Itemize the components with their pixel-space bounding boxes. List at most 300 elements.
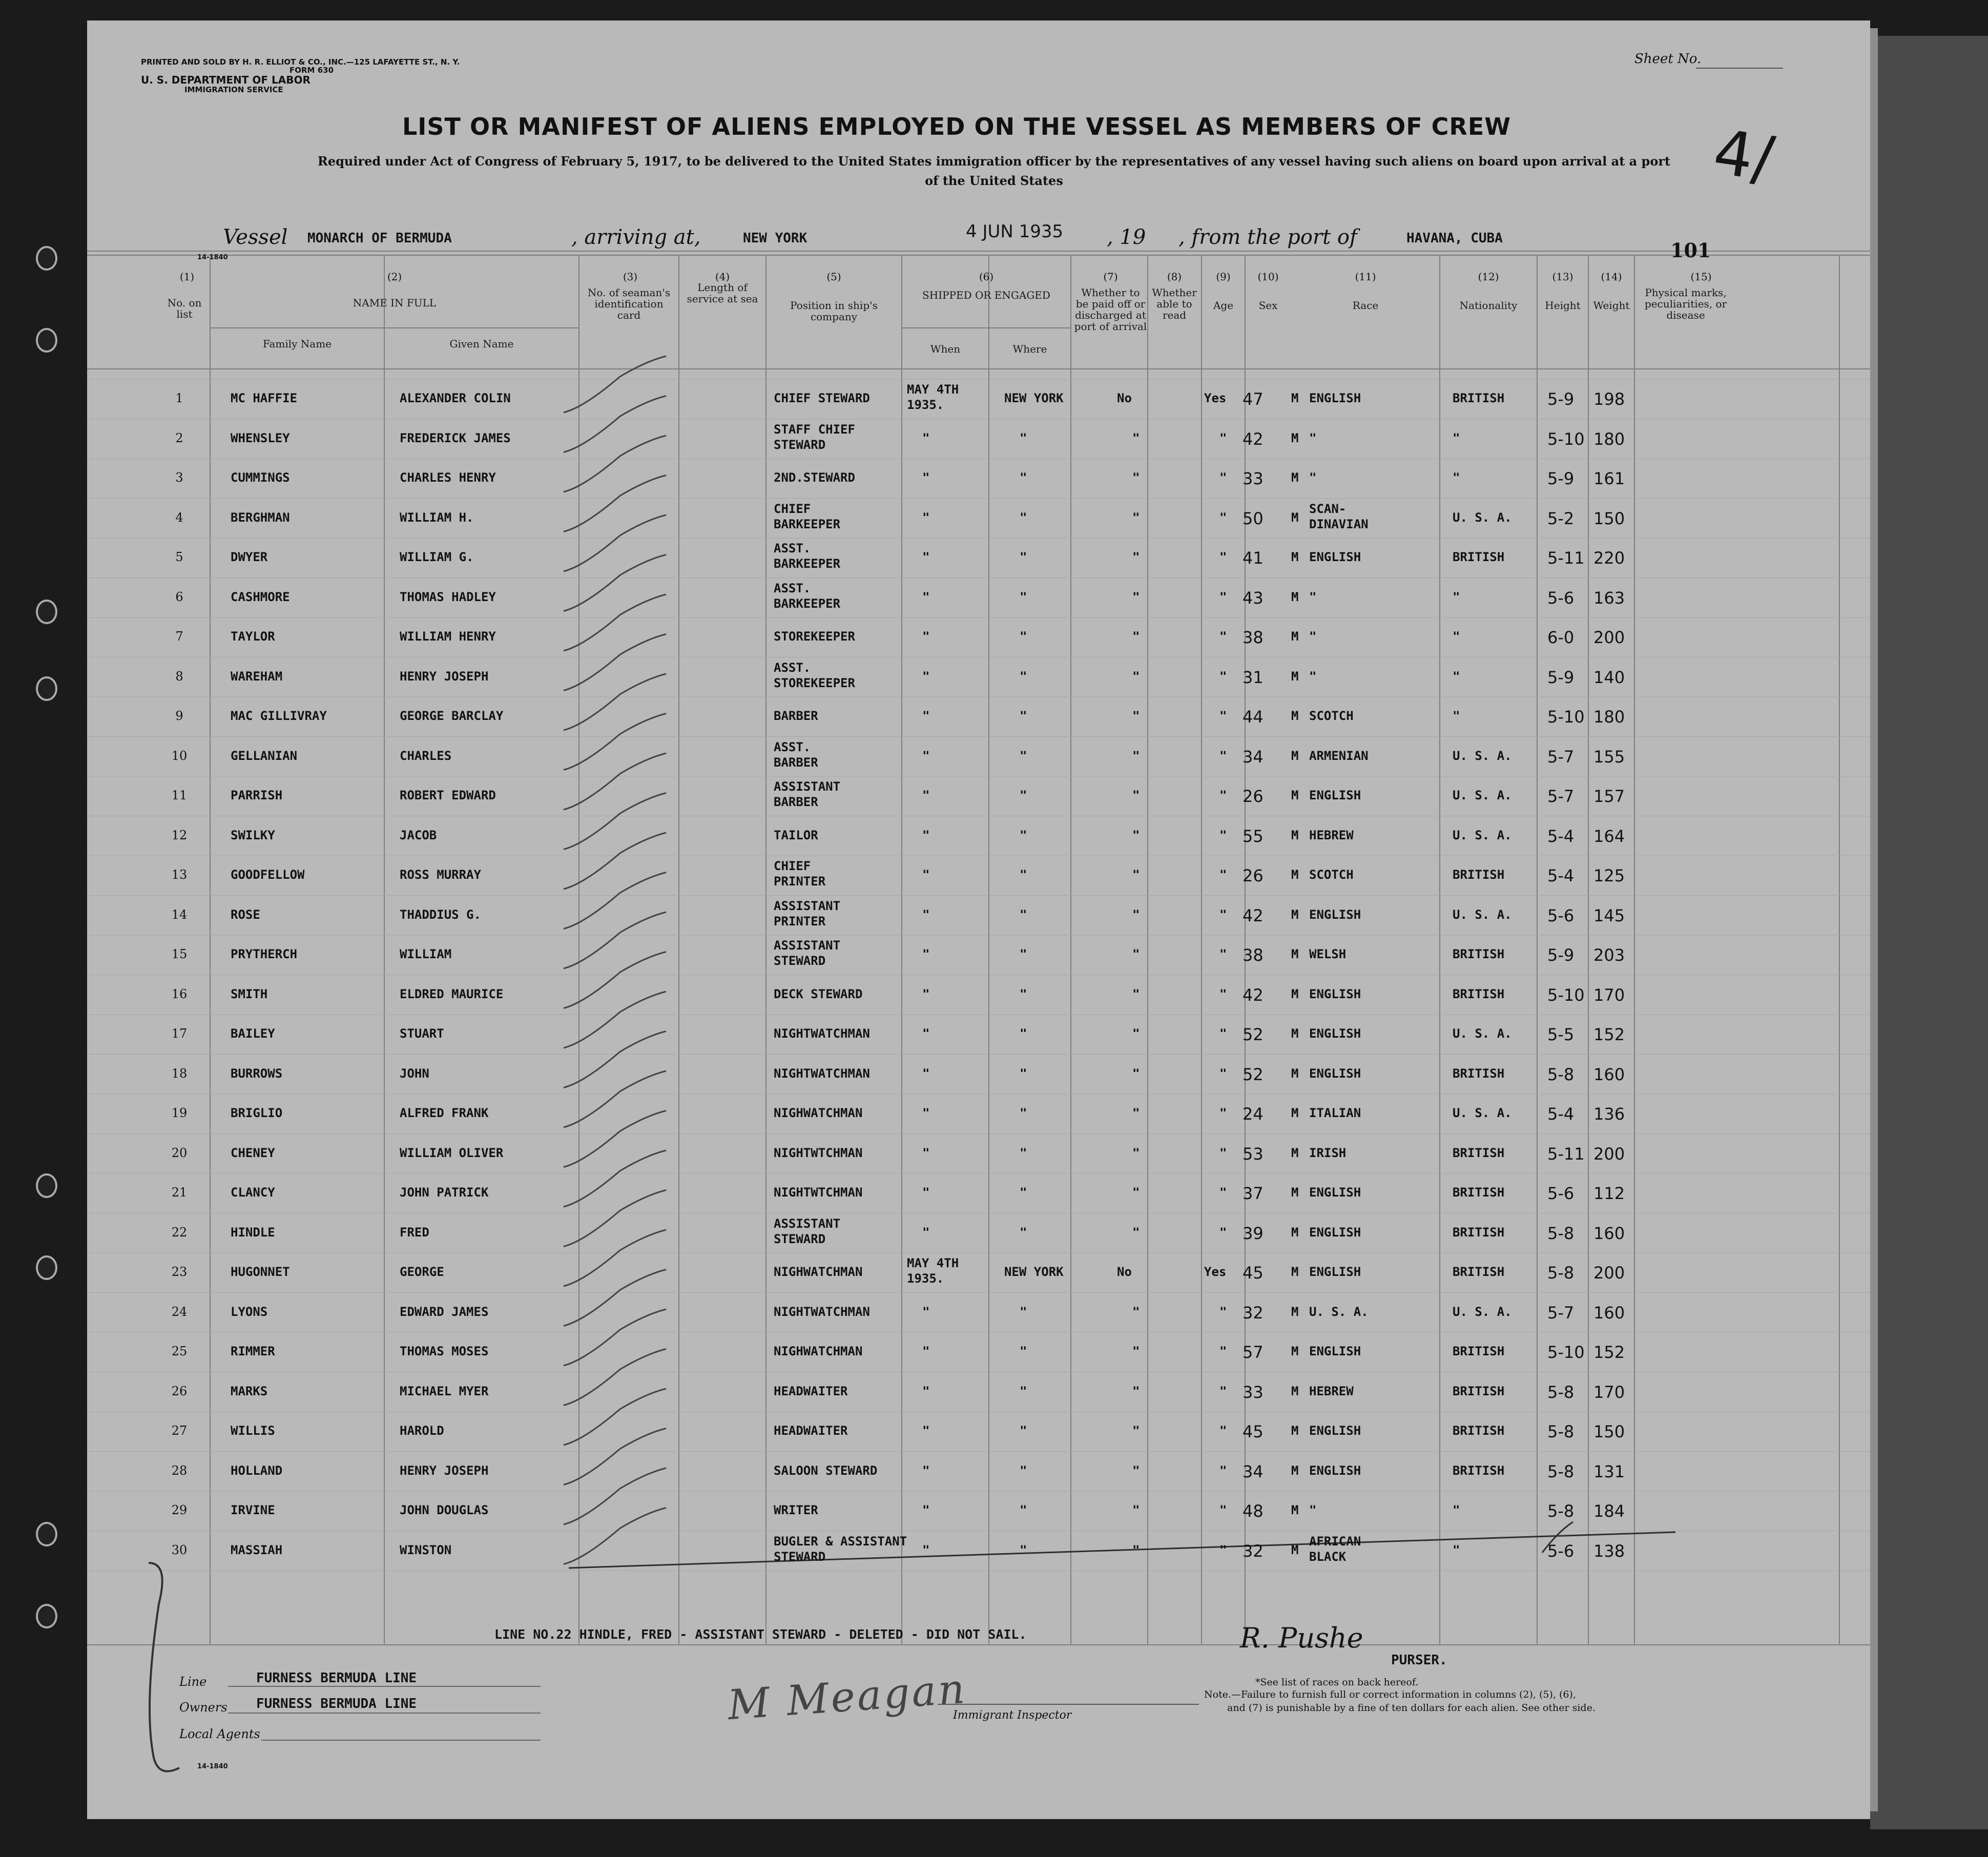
cell-nationality: " [1453, 589, 1460, 604]
cell-height: 5-10 [1547, 707, 1585, 727]
cell-position: ASSISTANT PRINTER [774, 898, 841, 928]
cell-read: " [1219, 629, 1227, 644]
cell-nationality: BRITISH [1453, 1423, 1505, 1438]
cell-when: " [922, 510, 930, 525]
cell-age: 26 [1242, 787, 1264, 806]
cell-read: " [1219, 1384, 1227, 1398]
arriving-label: , arriving at, [571, 225, 701, 249]
cell-age: 45 [1242, 1263, 1264, 1283]
cell-nationality: BRITISH [1453, 550, 1505, 564]
purser-label: PURSER. [1391, 1653, 1447, 1668]
cell-nationality: BRITISH [1453, 868, 1505, 882]
cell-family: WAREHAM [231, 669, 283, 684]
cell-given: GEORGE BARCLAY [400, 709, 504, 723]
cell-read: " [1219, 907, 1227, 922]
printer-line: PRINTED AND SOLD BY H. R. ELLIOT & CO., INC.—125 LAFAYETTE ST., N. Y. [141, 57, 460, 67]
cell-race: ENGLISH [1309, 391, 1361, 405]
note-line-2: and (7) is punishable by a fine of ten dollars for each alien. See other side. [1227, 1702, 1596, 1714]
cell-nationality: U. S. A. [1453, 1304, 1512, 1319]
cell-position: WRITER [774, 1503, 818, 1517]
cell-family: WILLIS [231, 1423, 275, 1438]
cell-sex: M [1291, 1384, 1299, 1398]
cell-race: ENGLISH [1309, 1463, 1361, 1478]
cell-family: TAYLOR [231, 629, 275, 644]
cell-paid: " [1132, 1185, 1140, 1200]
from-label: , from the port of [1178, 225, 1357, 249]
form-code-bottom: 14-1840 [197, 1763, 228, 1770]
cell-when: " [922, 748, 930, 763]
cell-where: " [1020, 1344, 1027, 1358]
cell-no: 4 [175, 510, 183, 525]
cell-age: 37 [1242, 1184, 1264, 1203]
arrival-port: NEW YORK [743, 231, 807, 246]
cell-race: SCAN- DINAVIAN [1309, 501, 1369, 531]
cell-given: WILLIAM OLIVER [400, 1145, 504, 1160]
cell-paid: " [1132, 589, 1140, 604]
column-number: (4) [715, 271, 730, 283]
cell-paid: " [1132, 868, 1140, 882]
cell-weight: 152 [1593, 1025, 1625, 1044]
cell-weight: 163 [1593, 588, 1625, 608]
column-number: (15) [1690, 271, 1712, 283]
cell-when: " [922, 1304, 930, 1319]
cell-no: 9 [175, 709, 183, 723]
cell-race: U. S. A. [1309, 1304, 1369, 1319]
cell-race: ENGLISH [1309, 1423, 1361, 1438]
cell-nationality: U. S. A. [1453, 1026, 1512, 1041]
cell-position: CHIEF STEWARD [774, 391, 870, 405]
cell-where: " [1020, 947, 1027, 961]
cell-where: " [1020, 1066, 1027, 1081]
cell-no: 2 [175, 430, 183, 445]
cell-given: WILLIAM H. [400, 510, 474, 525]
cell-race: SCOTCH [1309, 709, 1354, 723]
cell-when: " [922, 470, 930, 485]
cell-age: 34 [1242, 1461, 1264, 1481]
cell-position: NIGHWATCHMAN [774, 1106, 863, 1120]
cell-family: BAILEY [231, 1026, 275, 1041]
cell-when: " [922, 550, 930, 564]
cell-position: CHIEF PRINTER [774, 859, 826, 889]
departure-port: HAVANA, CUBA [1406, 231, 1503, 246]
cell-no: 14 [171, 907, 188, 922]
cell-height: 5-9 [1547, 389, 1575, 409]
cell-read: " [1219, 1145, 1227, 1160]
cell-age: 41 [1242, 548, 1264, 568]
cell-age: 47 [1242, 389, 1264, 409]
cell-position: 2ND.STEWARD [774, 470, 855, 485]
cell-position: ASSISTANT STEWARD [774, 938, 841, 968]
cell-sex: M [1291, 947, 1299, 961]
cell-when: " [922, 1225, 930, 1240]
note-line-1: Note.—Failure to furnish full or correct information in columns (2), (5), (6), [1204, 1689, 1576, 1700]
date-stamp: 4 JUN 1935 [966, 221, 1064, 242]
cell-position: ASSISTANT STEWARD [774, 1216, 841, 1246]
cell-weight: 180 [1593, 707, 1625, 727]
cell-nationality: " [1453, 709, 1460, 723]
cell-given: GEORGE [400, 1265, 444, 1279]
cell-height: 6-0 [1547, 628, 1575, 647]
cell-position: ASST. STOREKEEPER [774, 660, 855, 690]
cell-given: JOHN DOUGLAS [400, 1503, 489, 1517]
cell-paid: " [1132, 1304, 1140, 1319]
cell-nationality: BRITISH [1453, 1185, 1505, 1200]
col-header-sex: Sex [1258, 299, 1278, 312]
cell-family: BERGHMAN [231, 510, 290, 525]
cell-given: FREDERICK JAMES [400, 430, 511, 445]
cell-nationality: BRITISH [1453, 1344, 1505, 1358]
column-number: (3) [623, 271, 638, 283]
cell-weight: 157 [1593, 787, 1625, 806]
cell-where: " [1020, 868, 1027, 882]
cell-sex: M [1291, 709, 1299, 723]
cell-age: 39 [1242, 1223, 1264, 1243]
cell-family: WHENSLEY [231, 430, 290, 445]
binder-hole [36, 1255, 57, 1280]
cell-age: 44 [1242, 707, 1264, 727]
cell-nationality: " [1453, 669, 1460, 684]
cell-no: 23 [171, 1265, 188, 1279]
cell-where: " [1020, 1185, 1027, 1200]
cell-where: NEW YORK [1004, 391, 1064, 405]
cell-read: " [1219, 669, 1227, 684]
cell-height: 5-11 [1547, 548, 1585, 568]
cell-age: 32 [1242, 1303, 1264, 1323]
cell-weight: 138 [1593, 1541, 1625, 1561]
cell-position: NIGHWATCHMAN [774, 1344, 863, 1358]
cell-when: " [922, 1066, 930, 1081]
cell-no: 19 [171, 1106, 188, 1120]
cell-read: Yes [1204, 1265, 1227, 1279]
pen-marks [87, 20, 1870, 1819]
cell-given: JOHN [400, 1066, 429, 1081]
cell-sex: M [1291, 629, 1299, 644]
cell-height: 5-2 [1547, 508, 1575, 528]
cell-sex: M [1291, 1503, 1299, 1517]
binder-hole [36, 328, 57, 353]
cell-where: " [1020, 1542, 1027, 1557]
cell-sex: M [1291, 1026, 1299, 1041]
cell-position: HEADWAITER [774, 1384, 848, 1398]
cell-race: ENGLISH [1309, 1344, 1361, 1358]
cell-sex: M [1291, 1066, 1299, 1081]
cell-race: ENGLISH [1309, 788, 1361, 802]
cell-weight: 145 [1593, 905, 1625, 925]
cell-weight: 220 [1593, 548, 1625, 568]
cell-position: BUGLER & ASSISTANT STEWARD [774, 1534, 907, 1564]
cell-family: HINDLE [231, 1225, 275, 1240]
cell-family: RIMMER [231, 1344, 275, 1358]
cell-paid: " [1132, 828, 1140, 842]
line-label: Line [179, 1675, 207, 1689]
cell-no: 27 [171, 1423, 188, 1438]
cell-where: " [1020, 1463, 1027, 1478]
manifest-title: LIST OR MANIFEST OF ALIENS EMPLOYED ON THE VESSEL AS MEMBERS OF CREW [402, 113, 1511, 140]
cell-nationality: BRITISH [1453, 986, 1505, 1001]
sheet-number-label: Sheet No. [1634, 51, 1702, 67]
cell-nationality: BRITISH [1453, 1384, 1505, 1398]
column-number: (7) [1103, 271, 1118, 283]
agents-label: Local Agents [179, 1727, 260, 1741]
list-number: 101 [1670, 239, 1711, 262]
cell-age: 26 [1242, 866, 1264, 885]
cell-read: " [1219, 868, 1227, 882]
cell-no: 26 [171, 1384, 188, 1398]
cell-age: 55 [1242, 826, 1264, 846]
cell-when: " [922, 947, 930, 961]
cell-when: " [922, 907, 930, 922]
column-number: (11) [1355, 271, 1376, 283]
cell-given: MICHAEL MYER [400, 1384, 489, 1398]
cell-family: MARKS [231, 1384, 268, 1398]
vessel-label: Vessel [223, 225, 288, 249]
cell-weight: 150 [1593, 1422, 1625, 1441]
cell-nationality: BRITISH [1453, 1463, 1505, 1478]
cell-where: " [1020, 510, 1027, 525]
col-header-where: Where [1012, 343, 1047, 355]
cell-position: ASST. BARBER [774, 739, 818, 770]
cell-weight: 170 [1593, 985, 1625, 1005]
cell-no: 7 [175, 629, 183, 644]
cell-age: 42 [1242, 905, 1264, 925]
cell-when: MAY 4TH 1935. [907, 382, 959, 412]
cell-given: JOHN PATRICK [400, 1185, 489, 1200]
cell-weight: 161 [1593, 469, 1625, 488]
cell-race: ENGLISH [1309, 1225, 1361, 1240]
cell-where: " [1020, 748, 1027, 763]
inspector-label: Immigrant Inspector [953, 1709, 1072, 1722]
cell-no: 15 [171, 947, 188, 961]
cell-no: 6 [175, 589, 183, 604]
cell-nationality: U. S. A. [1453, 828, 1512, 842]
service: IMMIGRATION SERVICE [184, 85, 283, 94]
cell-paid: " [1132, 907, 1140, 922]
column-number: (13) [1552, 271, 1573, 283]
cell-sex: M [1291, 589, 1299, 604]
cell-read: " [1219, 748, 1227, 763]
cell-where: " [1020, 1106, 1027, 1120]
year-label: , 19 [1107, 225, 1146, 249]
cell-position: STAFF CHIEF STEWARD [774, 422, 855, 452]
binder-hole [36, 676, 57, 701]
cell-paid: " [1132, 1542, 1140, 1557]
cell-weight: 160 [1593, 1303, 1625, 1323]
cell-given: HAROLD [400, 1423, 444, 1438]
cell-where: " [1020, 470, 1027, 485]
cell-read: Yes [1204, 391, 1227, 405]
owners-label: Owners [179, 1700, 227, 1715]
cell-sex: M [1291, 868, 1299, 882]
department: U. S. DEPARTMENT OF LABOR [141, 74, 310, 86]
column-number: (2) [387, 271, 402, 283]
column-number: (12) [1478, 271, 1499, 283]
cell-given: HENRY JOSEPH [400, 1463, 489, 1478]
cell-nationality: U. S. A. [1453, 748, 1512, 763]
cell-no: 28 [171, 1463, 188, 1478]
cell-family: CUMMINGS [231, 470, 290, 485]
cell-age: 32 [1242, 1541, 1264, 1561]
cell-family: HUGONNET [231, 1265, 290, 1279]
cell-no: 12 [171, 828, 188, 842]
cell-when: " [922, 1542, 930, 1557]
cell-read: " [1219, 1225, 1227, 1240]
cell-position: NIGHTWATCHMAN [774, 1026, 870, 1041]
cell-height: 5-9 [1547, 945, 1575, 965]
cell-family: SWILKY [231, 828, 275, 842]
cell-paid: " [1132, 430, 1140, 445]
cell-family: IRVINE [231, 1503, 275, 1517]
cell-given: THADDIUS G. [400, 907, 481, 922]
cell-age: 57 [1242, 1343, 1264, 1362]
cell-weight: 200 [1593, 1263, 1625, 1283]
cell-height: 5-9 [1547, 469, 1575, 488]
cell-sex: M [1291, 550, 1299, 564]
cell-height: 5-6 [1547, 1184, 1575, 1203]
cell-weight: 203 [1593, 945, 1625, 965]
cell-given: ALEXANDER COLIN [400, 391, 511, 405]
cell-race: AFRICAN BLACK [1309, 1534, 1361, 1564]
cell-paid: " [1132, 709, 1140, 723]
cell-given: WILLIAM HENRY [400, 629, 496, 644]
cell-sex: M [1291, 391, 1299, 405]
cell-family: PRYTHERCH [231, 947, 298, 961]
col-header-height: Height [1545, 299, 1581, 312]
cell-paid: " [1132, 1423, 1140, 1438]
cell-read: " [1219, 788, 1227, 802]
cell-no: 5 [175, 550, 183, 564]
cell-where: " [1020, 788, 1027, 802]
col-header-race: Race [1352, 299, 1379, 312]
cell-sex: M [1291, 510, 1299, 525]
cell-nationality: BRITISH [1453, 947, 1505, 961]
cell-position: HEADWAITER [774, 1423, 848, 1438]
cell-age: 38 [1242, 628, 1264, 647]
column-number: (9) [1216, 271, 1231, 283]
cell-weight: 170 [1593, 1382, 1625, 1402]
col-header-given: Given Name [449, 338, 514, 350]
cell-where: " [1020, 1423, 1027, 1438]
cell-no: 25 [171, 1344, 188, 1358]
cell-position: NIGHTWTCHMAN [774, 1185, 863, 1200]
cell-where: " [1020, 828, 1027, 842]
cell-no: 17 [171, 1026, 188, 1041]
cell-height: 5-8 [1547, 1064, 1575, 1084]
cell-position: CHIEF BARKEEPER [774, 501, 841, 531]
cell-where: " [1020, 907, 1027, 922]
cell-height: 5-7 [1547, 787, 1575, 806]
cell-age: 34 [1242, 747, 1264, 767]
cell-no: 21 [171, 1185, 188, 1200]
cell-family: LYONS [231, 1304, 268, 1319]
cell-read: " [1219, 1463, 1227, 1478]
cell-when: " [922, 868, 930, 882]
column-number: (8) [1167, 271, 1182, 283]
cell-when: " [922, 589, 930, 604]
cell-position: BARBER [774, 709, 818, 723]
cell-given: THOMAS HADLEY [400, 589, 496, 604]
cell-read: " [1219, 550, 1227, 564]
cell-age: 52 [1242, 1025, 1264, 1044]
cell-given: EDWARD JAMES [400, 1304, 489, 1319]
cell-when: " [922, 669, 930, 684]
cell-race: ENGLISH [1309, 1265, 1361, 1279]
cell-position: NIGHTWATCHMAN [774, 1304, 870, 1319]
cell-race: IRISH [1309, 1145, 1347, 1160]
cell-when: " [922, 1463, 930, 1478]
cell-sex: M [1291, 748, 1299, 763]
col-header-read: Whether able to read [1152, 286, 1197, 321]
cell-read: " [1219, 709, 1227, 723]
cell-given: JACOB [400, 828, 437, 842]
cell-family: HOLLAND [231, 1463, 283, 1478]
cell-age: 31 [1242, 667, 1264, 687]
binder-edge [1870, 36, 1988, 1829]
cell-sex: M [1291, 1106, 1299, 1120]
cell-paid: " [1132, 1106, 1140, 1120]
cell-family: CLANCY [231, 1185, 275, 1200]
cell-given: FRED [400, 1225, 429, 1240]
cell-read: " [1219, 1542, 1227, 1557]
manifest-subtitle-2: of the United States [925, 173, 1063, 188]
cell-when: " [922, 1106, 930, 1120]
cell-weight: 200 [1593, 628, 1625, 647]
cell-sex: M [1291, 1542, 1299, 1557]
cell-nationality: BRITISH [1453, 1145, 1505, 1160]
cell-family: PARRISH [231, 788, 283, 802]
cell-family: SMITH [231, 986, 268, 1001]
cell-age: 43 [1242, 588, 1264, 608]
cell-sex: M [1291, 788, 1299, 802]
cell-nationality: " [1453, 430, 1460, 445]
cell-paid: " [1132, 748, 1140, 763]
cell-family: MC HAFFIE [231, 391, 298, 405]
cell-weight: 180 [1593, 429, 1625, 449]
cell-family: MAC GILLIVRAY [231, 709, 327, 723]
cell-paid: No [1117, 1265, 1132, 1279]
cell-read: " [1219, 1344, 1227, 1358]
cell-no: 24 [171, 1304, 188, 1319]
cell-read: " [1219, 1503, 1227, 1517]
cell-family: CHENEY [231, 1145, 275, 1160]
cell-age: 42 [1242, 429, 1264, 449]
cell-sex: M [1291, 907, 1299, 922]
cell-read: " [1219, 828, 1227, 842]
cell-sex: M [1291, 1423, 1299, 1438]
cell-race: " [1309, 669, 1317, 684]
cell-paid: " [1132, 510, 1140, 525]
cell-read: " [1219, 470, 1227, 485]
cell-when: " [922, 1145, 930, 1160]
cell-when: " [922, 629, 930, 644]
cell-height: 5-8 [1547, 1263, 1575, 1283]
cell-nationality: U. S. A. [1453, 907, 1512, 922]
cell-height: 5-4 [1547, 1104, 1575, 1124]
cell-race: SCOTCH [1309, 868, 1354, 882]
cell-no: 1 [175, 391, 183, 405]
cell-family: ROSE [231, 907, 260, 922]
cell-read: " [1219, 1423, 1227, 1438]
cell-given: WILLIAM G. [400, 550, 474, 564]
cell-paid: " [1132, 1145, 1140, 1160]
cell-height: 5-8 [1547, 1422, 1575, 1441]
cell-no: 29 [171, 1503, 188, 1517]
cell-height: 5-6 [1547, 905, 1575, 925]
cell-given: CHARLES [400, 748, 452, 763]
cell-nationality: " [1453, 1503, 1460, 1517]
cell-where: " [1020, 1304, 1027, 1319]
cell-sex: M [1291, 1304, 1299, 1319]
cell-race: ENGLISH [1309, 986, 1361, 1001]
